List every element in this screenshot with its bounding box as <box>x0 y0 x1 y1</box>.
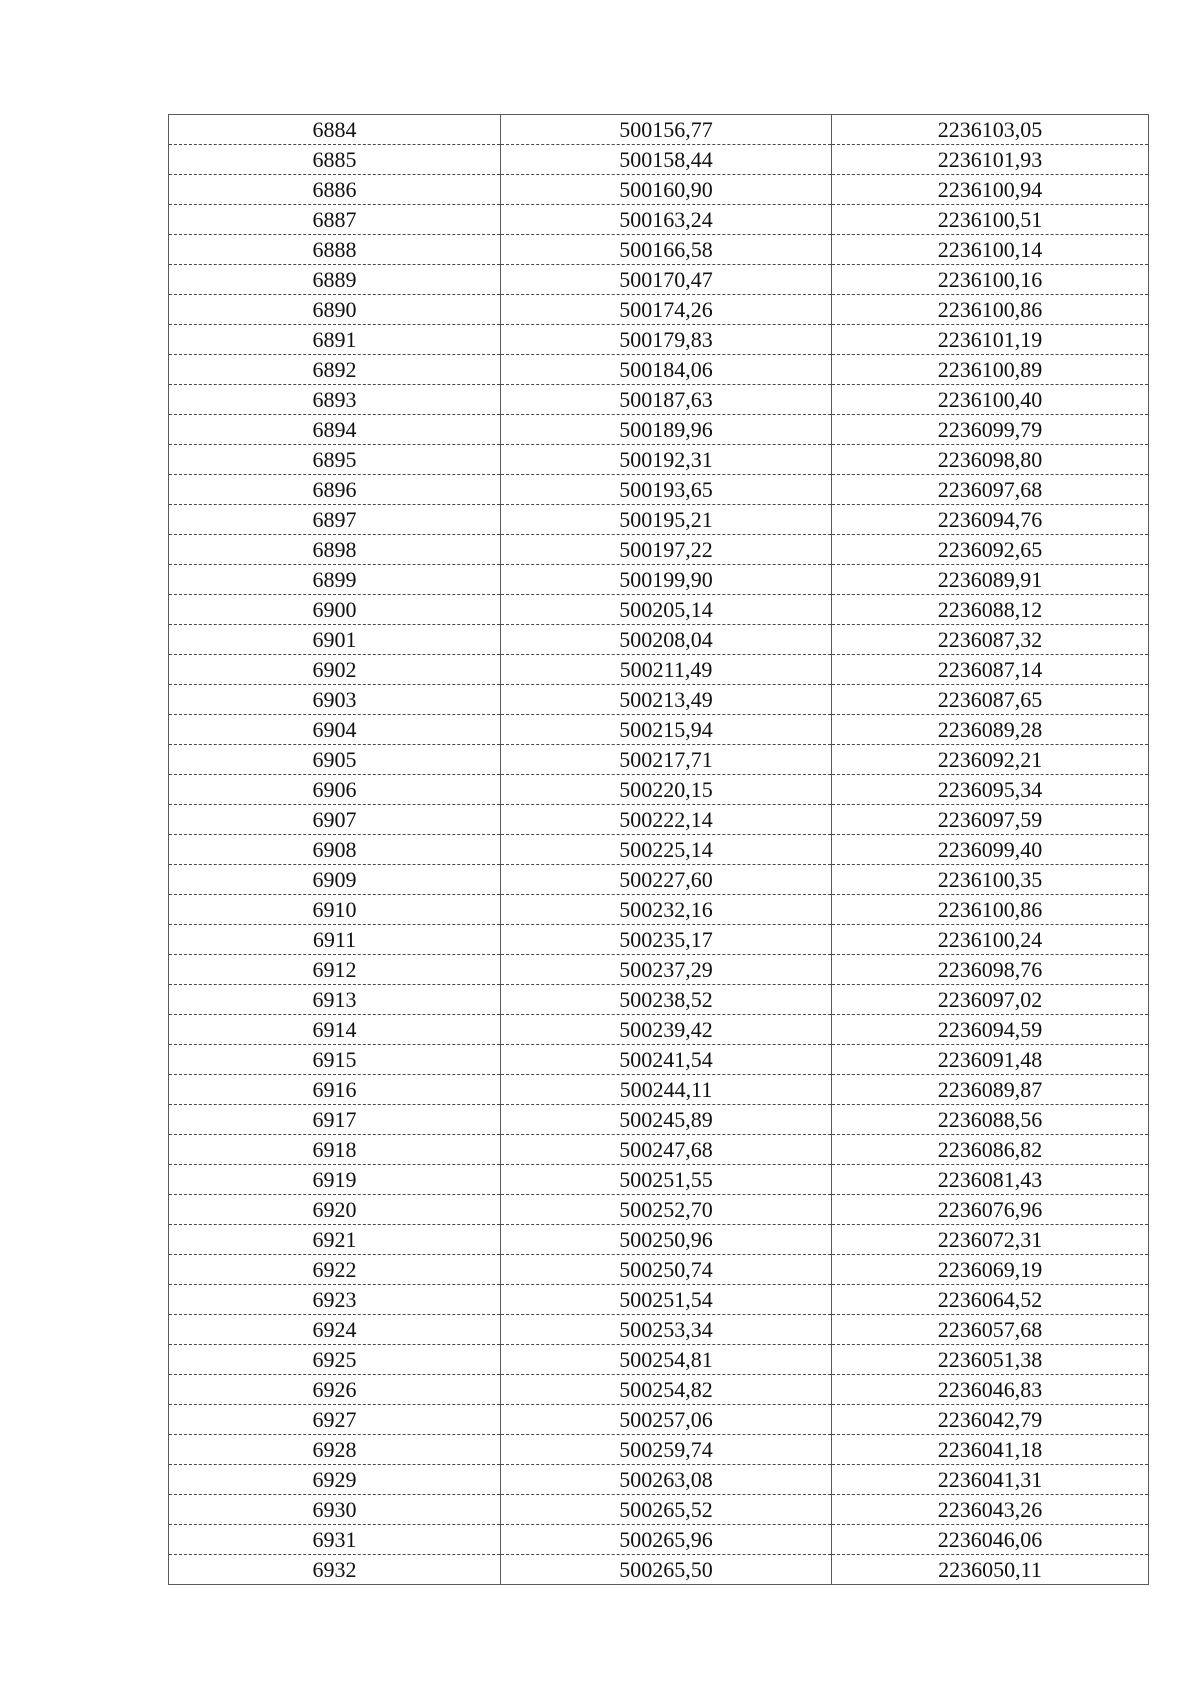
table-row <box>169 385 1149 415</box>
table-row <box>169 1345 1149 1375</box>
y-coordinate-cell: 2236089,87 <box>832 1075 1149 1105</box>
table-row <box>169 595 1149 625</box>
point-number-cell: 6896 <box>169 475 501 505</box>
table-row <box>169 175 1149 205</box>
x-coordinate-cell: 500239,42 <box>501 1015 832 1045</box>
x-coordinate-cell: 500254,81 <box>501 1345 832 1375</box>
point-number-cell: 6888 <box>169 235 501 265</box>
point-number-cell: 6912 <box>169 955 501 985</box>
point-number-cell: 6890 <box>169 295 501 325</box>
point-number-cell: 6899 <box>169 565 501 595</box>
point-number-cell: 6921 <box>169 1225 501 1255</box>
y-coordinate-cell: 2236081,43 <box>832 1165 1149 1195</box>
point-number-cell: 6898 <box>169 535 501 565</box>
table-row <box>169 1405 1149 1435</box>
y-coordinate-cell: 2236092,65 <box>832 535 1149 565</box>
x-coordinate-cell: 500192,31 <box>501 445 832 475</box>
x-coordinate-cell: 500237,29 <box>501 955 832 985</box>
point-number-cell: 6885 <box>169 145 501 175</box>
y-coordinate-cell: 2236050,11 <box>832 1555 1149 1585</box>
y-coordinate-cell: 2236100,14 <box>832 235 1149 265</box>
point-number-cell: 6913 <box>169 985 501 1015</box>
y-coordinate-cell: 2236042,79 <box>832 1405 1149 1435</box>
x-coordinate-cell: 500184,06 <box>501 355 832 385</box>
x-coordinate-cell: 500251,54 <box>501 1285 832 1315</box>
table-row <box>169 895 1149 925</box>
x-coordinate-cell: 500252,70 <box>501 1195 832 1225</box>
table-row <box>169 625 1149 655</box>
point-number-cell: 6928 <box>169 1435 501 1465</box>
x-coordinate-cell: 500265,52 <box>501 1495 832 1525</box>
y-coordinate-cell: 2236086,82 <box>832 1135 1149 1165</box>
y-coordinate-cell: 2236095,34 <box>832 775 1149 805</box>
table-row <box>169 325 1149 355</box>
x-coordinate-cell: 500160,90 <box>501 175 832 205</box>
point-number-cell: 6908 <box>169 835 501 865</box>
point-number-cell: 6911 <box>169 925 501 955</box>
x-coordinate-cell: 500244,11 <box>501 1075 832 1105</box>
table-row <box>169 1315 1149 1345</box>
table-row <box>169 745 1149 775</box>
y-coordinate-cell: 2236100,94 <box>832 175 1149 205</box>
point-number-cell: 6924 <box>169 1315 501 1345</box>
x-coordinate-cell: 500235,17 <box>501 925 832 955</box>
x-coordinate-cell: 500241,54 <box>501 1045 832 1075</box>
x-coordinate-cell: 500215,94 <box>501 715 832 745</box>
point-number-cell: 6909 <box>169 865 501 895</box>
table-row <box>169 145 1149 175</box>
x-coordinate-cell: 500251,55 <box>501 1165 832 1195</box>
point-number-cell: 6918 <box>169 1135 501 1165</box>
y-coordinate-cell: 2236101,19 <box>832 325 1149 355</box>
point-number-cell: 6920 <box>169 1195 501 1225</box>
coordinates-table-body <box>169 115 1149 1585</box>
table-row <box>169 565 1149 595</box>
point-number-cell: 6895 <box>169 445 501 475</box>
y-coordinate-cell: 2236094,76 <box>832 505 1149 535</box>
table-row <box>169 1375 1149 1405</box>
y-coordinate-cell: 2236057,68 <box>832 1315 1149 1345</box>
y-coordinate-cell: 2236089,28 <box>832 715 1149 745</box>
point-number-cell: 6886 <box>169 175 501 205</box>
table-row <box>169 955 1149 985</box>
table-row <box>169 475 1149 505</box>
y-coordinate-cell: 2236046,83 <box>832 1375 1149 1405</box>
table-row <box>169 805 1149 835</box>
x-coordinate-cell: 500208,04 <box>501 625 832 655</box>
y-coordinate-cell: 2236099,79 <box>832 415 1149 445</box>
point-number-cell: 6905 <box>169 745 501 775</box>
table-row <box>169 1135 1149 1165</box>
y-coordinate-cell: 2236098,80 <box>832 445 1149 475</box>
x-coordinate-cell: 500217,71 <box>501 745 832 775</box>
point-number-cell: 6927 <box>169 1405 501 1435</box>
point-number-cell: 6919 <box>169 1165 501 1195</box>
y-coordinate-cell: 2236098,76 <box>832 955 1149 985</box>
table-row <box>169 1075 1149 1105</box>
table-row <box>169 265 1149 295</box>
y-coordinate-cell: 2236092,21 <box>832 745 1149 775</box>
x-coordinate-cell: 500193,65 <box>501 475 832 505</box>
y-coordinate-cell: 2236100,86 <box>832 295 1149 325</box>
point-number-cell: 6923 <box>169 1285 501 1315</box>
point-number-cell: 6929 <box>169 1465 501 1495</box>
x-coordinate-cell: 500247,68 <box>501 1135 832 1165</box>
table-row <box>169 505 1149 535</box>
y-coordinate-cell: 2236100,40 <box>832 385 1149 415</box>
point-number-cell: 6907 <box>169 805 501 835</box>
table-row <box>169 205 1149 235</box>
table-row <box>169 295 1149 325</box>
y-coordinate-cell: 2236087,65 <box>832 685 1149 715</box>
x-coordinate-cell: 500174,26 <box>501 295 832 325</box>
table-row <box>169 925 1149 955</box>
y-coordinate-cell: 2236046,06 <box>832 1525 1149 1555</box>
y-coordinate-cell: 2236087,14 <box>832 655 1149 685</box>
y-coordinate-cell: 2236100,89 <box>832 355 1149 385</box>
x-coordinate-cell: 500265,96 <box>501 1525 832 1555</box>
x-coordinate-cell: 500257,06 <box>501 1405 832 1435</box>
point-number-cell: 6906 <box>169 775 501 805</box>
y-coordinate-cell: 2236069,19 <box>832 1255 1149 1285</box>
table-row <box>169 1255 1149 1285</box>
x-coordinate-cell: 500205,14 <box>501 595 832 625</box>
y-coordinate-cell: 2236051,38 <box>832 1345 1149 1375</box>
table-row <box>169 1045 1149 1075</box>
x-coordinate-cell: 500254,82 <box>501 1375 832 1405</box>
x-coordinate-cell: 500158,44 <box>501 145 832 175</box>
point-number-cell: 6925 <box>169 1345 501 1375</box>
point-number-cell: 6915 <box>169 1045 501 1075</box>
x-coordinate-cell: 500222,14 <box>501 805 832 835</box>
y-coordinate-cell: 2236099,40 <box>832 835 1149 865</box>
table-row <box>169 1525 1149 1555</box>
x-coordinate-cell: 500179,83 <box>501 325 832 355</box>
table-row <box>169 1495 1149 1525</box>
x-coordinate-cell: 500250,74 <box>501 1255 832 1285</box>
y-coordinate-cell: 2236100,51 <box>832 205 1149 235</box>
point-number-cell: 6902 <box>169 655 501 685</box>
x-coordinate-cell: 500250,96 <box>501 1225 832 1255</box>
table-row <box>169 355 1149 385</box>
table-row <box>169 235 1149 265</box>
x-coordinate-cell: 500213,49 <box>501 685 832 715</box>
table-row <box>169 1435 1149 1465</box>
x-coordinate-cell: 500253,34 <box>501 1315 832 1345</box>
x-coordinate-cell: 500232,16 <box>501 895 832 925</box>
point-number-cell: 6897 <box>169 505 501 535</box>
y-coordinate-cell: 2236087,32 <box>832 625 1149 655</box>
x-coordinate-cell: 500163,24 <box>501 205 832 235</box>
point-number-cell: 6901 <box>169 625 501 655</box>
table-row <box>169 1285 1149 1315</box>
point-number-cell: 6903 <box>169 685 501 715</box>
point-number-cell: 6884 <box>169 115 501 145</box>
y-coordinate-cell: 2236097,59 <box>832 805 1149 835</box>
y-coordinate-cell: 2236088,56 <box>832 1105 1149 1135</box>
x-coordinate-cell: 500197,22 <box>501 535 832 565</box>
y-coordinate-cell: 2236072,31 <box>832 1225 1149 1255</box>
y-coordinate-cell: 2236100,86 <box>832 895 1149 925</box>
table-row <box>169 115 1149 145</box>
table-row <box>169 655 1149 685</box>
table-row <box>169 835 1149 865</box>
y-coordinate-cell: 2236088,12 <box>832 595 1149 625</box>
table-row <box>169 1225 1149 1255</box>
y-coordinate-cell: 2236097,02 <box>832 985 1149 1015</box>
y-coordinate-cell: 2236041,31 <box>832 1465 1149 1495</box>
point-number-cell: 6887 <box>169 205 501 235</box>
table-row <box>169 1015 1149 1045</box>
table-row <box>169 685 1149 715</box>
y-coordinate-cell: 2236094,59 <box>832 1015 1149 1045</box>
point-number-cell: 6916 <box>169 1075 501 1105</box>
y-coordinate-cell: 2236097,68 <box>832 475 1149 505</box>
table-row <box>169 1165 1149 1195</box>
y-coordinate-cell: 2236101,93 <box>832 145 1149 175</box>
y-coordinate-cell: 2236100,35 <box>832 865 1149 895</box>
x-coordinate-cell: 500220,15 <box>501 775 832 805</box>
x-coordinate-cell: 500265,50 <box>501 1555 832 1585</box>
x-coordinate-cell: 500225,14 <box>501 835 832 865</box>
table-row <box>169 985 1149 1015</box>
point-number-cell: 6932 <box>169 1555 501 1585</box>
table-row <box>169 715 1149 745</box>
x-coordinate-cell: 500199,90 <box>501 565 832 595</box>
x-coordinate-cell: 500245,89 <box>501 1105 832 1135</box>
point-number-cell: 6910 <box>169 895 501 925</box>
table-row <box>169 1465 1149 1495</box>
y-coordinate-cell: 2236089,91 <box>832 565 1149 595</box>
x-coordinate-cell: 500195,21 <box>501 505 832 535</box>
table-row <box>169 535 1149 565</box>
x-coordinate-cell: 500259,74 <box>501 1435 832 1465</box>
x-coordinate-cell: 500187,63 <box>501 385 832 415</box>
x-coordinate-cell: 500189,96 <box>501 415 832 445</box>
y-coordinate-cell: 2236091,48 <box>832 1045 1149 1075</box>
table-row <box>169 1195 1149 1225</box>
x-coordinate-cell: 500263,08 <box>501 1465 832 1495</box>
table-row <box>169 1105 1149 1135</box>
table-row <box>169 775 1149 805</box>
point-number-cell: 6930 <box>169 1495 501 1525</box>
y-coordinate-cell: 2236064,52 <box>832 1285 1149 1315</box>
y-coordinate-cell: 2236103,05 <box>832 115 1149 145</box>
y-coordinate-cell: 2236041,18 <box>832 1435 1149 1465</box>
point-number-cell: 6914 <box>169 1015 501 1045</box>
x-coordinate-cell: 500166,58 <box>501 235 832 265</box>
coordinates-table <box>168 114 1149 1585</box>
y-coordinate-cell: 2236100,16 <box>832 265 1149 295</box>
point-number-cell: 6904 <box>169 715 501 745</box>
point-number-cell: 6900 <box>169 595 501 625</box>
table-row <box>169 415 1149 445</box>
point-number-cell: 6926 <box>169 1375 501 1405</box>
point-number-cell: 6922 <box>169 1255 501 1285</box>
point-number-cell: 6892 <box>169 355 501 385</box>
x-coordinate-cell: 500211,49 <box>501 655 832 685</box>
table-row <box>169 865 1149 895</box>
x-coordinate-cell: 500170,47 <box>501 265 832 295</box>
x-coordinate-cell: 500238,52 <box>501 985 832 1015</box>
point-number-cell: 6889 <box>169 265 501 295</box>
point-number-cell: 6891 <box>169 325 501 355</box>
y-coordinate-cell: 2236100,24 <box>832 925 1149 955</box>
point-number-cell: 6917 <box>169 1105 501 1135</box>
point-number-cell: 6893 <box>169 385 501 415</box>
point-number-cell: 6894 <box>169 415 501 445</box>
table-row <box>169 445 1149 475</box>
point-number-cell: 6931 <box>169 1525 501 1555</box>
x-coordinate-cell: 500156,77 <box>501 115 832 145</box>
x-coordinate-cell: 500227,60 <box>501 865 832 895</box>
y-coordinate-cell: 2236076,96 <box>832 1195 1149 1225</box>
table-row <box>169 1555 1149 1585</box>
y-coordinate-cell: 2236043,26 <box>832 1495 1149 1525</box>
